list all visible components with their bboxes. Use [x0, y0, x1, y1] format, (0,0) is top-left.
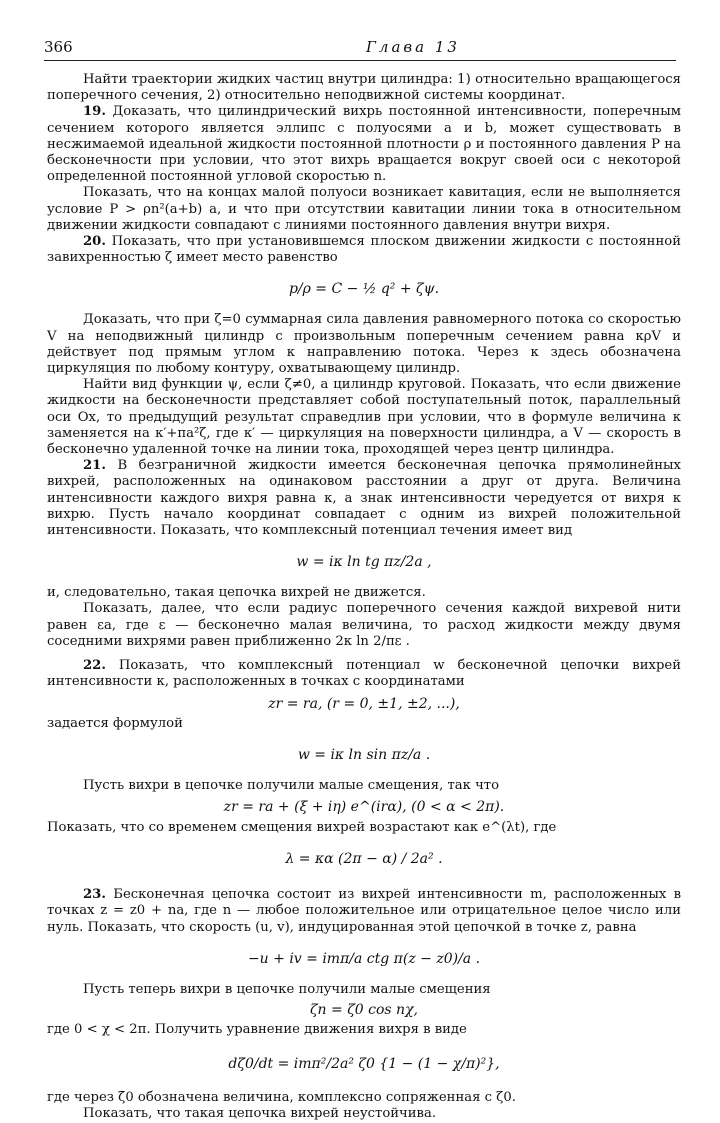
- problem-text: Бесконечная цепочка состоит из вихрей интенсивности m, расположенных в точках z = z0 + na, где n — любое положительное или отрицательное целое число или нуль. Показать, что скорость (u, v), индуцированная этой цепочкой в точке z, равна: [47, 887, 681, 935]
- page-header: [44, 34, 676, 61]
- problem-20-continued: Найти вид функции ψ, если ζ≠0, а цилиндр круговой. Показать, что если движение жидкости на бесконечности представляет собой поступательный поток, параллельный оси Ox, то предыдущий результат справедлив при условии, что в формуле величина κ заменяется на κ′+πa²ζ, где κ′ — циркуляция на поверхности цилиндра, а V — скорость в бесконечно удаленной точке на линии тока, проходящей через центр цилиндра.: [47, 377, 681, 458]
- problem-21: [47, 458, 681, 539]
- equation-growth-rate: λ = κα (2π − α) / 2a² .: [285, 851, 443, 868]
- paragraph-text: Показать, что такая цепочка вихрей неустойчива.: [83, 1106, 437, 1122]
- equation-vortex-positions: zr = ra, (r = 0, ±1, ±2, ...),: [268, 695, 460, 712]
- problem-20-continued: Доказать, что при ζ=0 суммарная сила давления равномерного потока со скоростью V на неподвижный цилиндр с произвольным поперечным сечением равна κρV и действует под прямым углом к направлению потока. Через κ здесь обозначена циркуляция по любому контуру, охватывающему цилиндр.: [47, 312, 681, 377]
- problem-19: [47, 104, 681, 185]
- problem-number: 20.: [83, 234, 106, 250]
- problem-20: [47, 234, 681, 266]
- equation-vortex-street: w = iκ ln sin πz/a .: [297, 746, 431, 763]
- paragraph-conclusion: и, следовательно, такая цепочка вихрей не движется.: [47, 585, 426, 601]
- problem-22: [47, 658, 681, 690]
- paragraph-text: где 0 < χ < 2π. Получить уравнение движения вихря в виде: [47, 1021, 467, 1037]
- equation-bernoulli: p/ρ = C − ½ q² + ζψ.: [288, 281, 440, 298]
- problem-text: Показать, что комплексный потенциал w бесконечной цепочки вихрей интенсивности κ, расположенных в точках с координатами: [47, 658, 681, 690]
- equation-displacement: zr = ra + (ξ + iη) e^(irα), (0 < α < 2π).: [223, 798, 505, 815]
- paragraph-text: Пусть вихри в цепочке получили малые смещения, так что: [83, 777, 500, 793]
- paragraph-text: Показать, что со временем смещения вихрей возрастают как e^(λt), где: [47, 819, 557, 835]
- problem-23: [47, 887, 681, 936]
- paragraph-text: Пусть теперь вихри в цепочке получили малые смещения: [83, 981, 491, 997]
- equation-small-displacement: ζn = ζ0 cos nχ,: [309, 1001, 419, 1018]
- page-body: [47, 72, 681, 1123]
- problem-number: 19.: [83, 104, 106, 120]
- problem-19-continued: Показать, что на концах малой полуоси возникает кавитация, если не выполняется условие P > ρn²(a+b) a, и что при отсутствии кавитации линии тока в относительном движении жидкости совпадают с линиями постоянного давления внутри вихря.: [47, 185, 681, 233]
- problem-number: 22.: [83, 658, 106, 674]
- paragraph-intro: Найти траектории жидких частиц внутри цилиндра: 1) относительно вращающегося поперечного сечения, 2) относительно неподвижной системы координат.: [47, 72, 681, 104]
- problem-21-continued: Показать, далее, что если радиус поперечного сечения каждой вихревой нити равен εa, где ε — бесконечно малая величина, то расход жидкости между двумя соседними вихрями равен приближенно 2κ ln 2/πε .: [47, 601, 681, 649]
- problem-number: 23.: [83, 887, 106, 903]
- paragraph-text: где через ζ̄0 обозначена величина, комплексно сопряженная с ζ0.: [47, 1090, 516, 1106]
- problem-text: Доказать, что цилиндрический вихрь постоянной интенсивности, поперечным сечением которого является эллипс с полуосями a и b, может существовать в несжимаемой идеальной жидкости постоянной плотности ρ и постоянного давления P на бесконечности при условии, что этот вихрь вращается вокруг своей оси с некоторой определенной постоянной угловой скоростью n.: [47, 104, 681, 185]
- page-number: 366: [44, 38, 73, 56]
- paragraph-text: задается формулой: [47, 715, 183, 731]
- equation-complex-potential: w = iκ ln tg πz/2a ,: [296, 554, 432, 571]
- equation-induced-velocity: −u + iv = imπ/a ctg π(z − z0)/a .: [247, 950, 481, 967]
- chapter-title: Глава 13: [366, 38, 460, 56]
- problem-number: 21.: [83, 458, 106, 474]
- problem-text: В безграничной жидкости имеется бесконечная цепочка прямолинейных вихрей, расположенных на одинаковом расстоянии a друг от друга. Величина интенсивности каждого вихря равна κ, а знак интенсивности чередуется от вихря к вихрю. Пусть начало координат совпадает с одним из вихрей положительной интенсивности. Показать, что комплексный потенциал течения имеет вид: [47, 458, 681, 539]
- problem-text: Показать, что при установившемся плоском движении жидкости с постоянной завихренностью ζ имеет место равенство: [47, 234, 681, 266]
- equation-motion: dζ̄0/dt = imπ²/2a² ζ0 {1 − (1 − χ/π)²},: [228, 1056, 500, 1073]
